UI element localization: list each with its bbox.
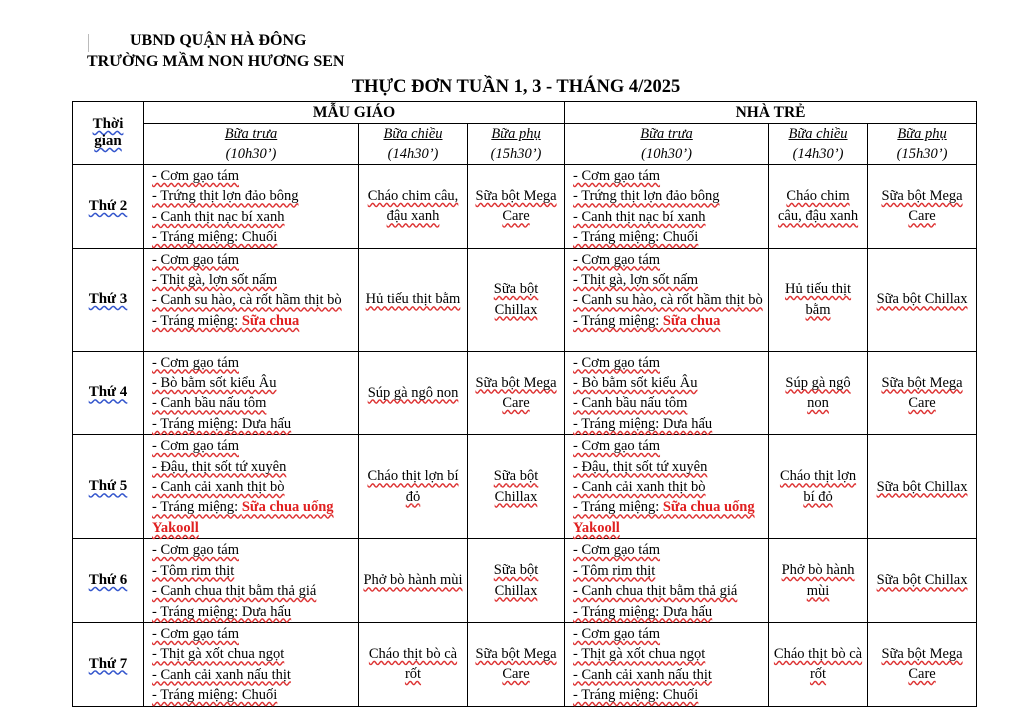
lunch-item: - Tráng miệng: Dưa hấu (573, 603, 713, 620)
lunch-item: - Trứng thịt lợn đảo bông (152, 188, 299, 205)
day-label: Thứ 3 (73, 248, 144, 351)
lunch-cell (144, 248, 359, 351)
meal-header: Bữa trưa (10h30’) (144, 124, 359, 165)
meal-header-row (73, 124, 977, 165)
snack-cell: Sữa bột Mega Care (868, 622, 977, 706)
lunch-item: - Cơm gạo tám (573, 251, 661, 268)
meal-header: Bữa chiều (14h30’) (769, 124, 868, 165)
menu-body (73, 165, 977, 707)
snack-cell: Sữa bột Chillax (868, 248, 977, 351)
afternoon-cell: Cháo chim câu, đậu xanh (359, 165, 468, 249)
lunch-item: - Cơm gạo tám (152, 438, 239, 455)
lunch-item: - Thịt gà, lợn sốt nấm (152, 272, 277, 289)
menu-row (73, 351, 977, 435)
lunch-cell (144, 351, 359, 435)
lunch-item: - Tráng miệng: Chuối (573, 687, 699, 704)
snack-cell: Sữa bột Chillax (468, 435, 565, 539)
day-label: Thứ 4 (73, 351, 144, 435)
lunch-item: - Thịt gà xốt chua ngọt (573, 646, 706, 663)
lunch-item: - Canh cải xanh nấu thịt (152, 666, 291, 683)
meal-header: Bữa chiều (14h30’) (359, 124, 468, 165)
group-header-nha-tre: NHÀ TRẺ (565, 102, 977, 124)
lunch-cell (565, 622, 769, 706)
district-name: UBND QUẬN HÀ ĐÔNG (130, 32, 307, 49)
lunch-cell (565, 539, 769, 623)
lunch-item: - Đậu, thịt sốt tứ xuyên (573, 458, 708, 475)
lunch-cell (144, 622, 359, 706)
afternoon-cell: Súp gà ngô non (769, 351, 868, 435)
afternoon-cell: Cháo thịt bò cà rốt (769, 622, 868, 706)
menu-row (73, 622, 977, 706)
lunch-cell (565, 351, 769, 435)
lunch-item: - Tráng miệng: Chuối (152, 687, 278, 704)
lunch-item: - Tráng miệng: Chuối (152, 229, 278, 246)
afternoon-cell: Cháo thịt lợn bí đỏ (769, 435, 868, 539)
lunch-item: - Canh thịt nạc bí xanh (573, 208, 706, 225)
afternoon-cell: Cháo thịt bò cà rốt (359, 622, 468, 706)
day-label: Thứ 7 (73, 622, 144, 706)
snack-cell: Sữa bột Chillax (868, 435, 977, 539)
lunch-item: - Cơm gạo tám (152, 251, 239, 268)
snack-cell: Sữa bột Mega Care (468, 622, 565, 706)
lunch-cell (144, 435, 359, 539)
afternoon-cell: Hủ tiếu thịt bằm (359, 248, 468, 351)
afternoon-cell: Phở bò hành mùi (359, 539, 468, 623)
snack-cell: Sữa bột Mega Care (868, 165, 977, 249)
lunch-item: - Cơm gạo tám (573, 438, 661, 455)
text-cursor (88, 34, 89, 52)
lunch-cell (144, 539, 359, 623)
snack-cell: Sữa bột Chillax (468, 248, 565, 351)
dessert-highlight: Sữa chua (241, 312, 300, 329)
snack-cell: Sữa bột Chillax (868, 539, 977, 623)
lunch-item: - Cơm gạo tám (152, 168, 239, 184)
lunch-item: - Đậu, thịt sốt tứ xuyên (152, 458, 287, 475)
lunch-item: - Cơm gạo tám (152, 354, 239, 371)
lunch-item: - Cơm gạo tám (573, 168, 661, 184)
menu-table (72, 101, 977, 707)
lunch-item: - Tôm rim thịt (152, 562, 235, 579)
meal-header: Bữa trưa (10h30’) (565, 124, 769, 165)
snack-cell: Sữa bột Chillax (468, 539, 565, 623)
snack-cell: Sữa bột Mega Care (468, 351, 565, 435)
lunch-item: - Canh chua thịt bằm thả giá (152, 583, 317, 600)
lunch-item: - Cơm gạo tám (152, 542, 239, 559)
lunch-item: - Tráng miệng: Dưa hấu (152, 603, 292, 620)
menu-row (73, 248, 977, 351)
lunch-item: - Bò bằm sốt kiểu Âu (152, 375, 277, 392)
lunch-cell (144, 165, 359, 249)
day-label: Thứ 5 (73, 435, 144, 539)
group-header-mau-giao: MẪU GIÁO (144, 102, 565, 124)
lunch-item: - Tráng miệng: Sữa chua (152, 312, 300, 329)
snack-cell: Sữa bột Mega Care (468, 165, 565, 249)
lunch-item: - Thịt gà, lợn sốt nấm (573, 272, 699, 289)
page-title: THỰC ĐƠN TUẦN 1, 3 - THÁNG 4/2025 (351, 77, 681, 97)
snack-cell: Sữa bột Mega Care (868, 351, 977, 435)
afternoon-cell: Súp gà ngô non (359, 351, 468, 435)
lunch-item: - Tráng miệng: Sữa chua uống Yakooll (573, 499, 755, 536)
menu-row (73, 435, 977, 539)
dessert-highlight: Sữa chua uống Yakooll (152, 499, 334, 536)
lunch-item: - Cơm gạo tám (573, 542, 661, 559)
lunch-item: - Tráng miệng: Sữa chua (573, 312, 721, 329)
lunch-item: - Canh su hào, cà rốt hầm thịt bò (573, 292, 763, 309)
menu-row (73, 539, 977, 623)
lunch-item: - Tráng miệng: Dưa hấu (152, 415, 292, 432)
meal-header: Bữa phụ (15h30’) (468, 124, 565, 165)
lunch-item: - Canh thịt nạc bí xanh (152, 208, 285, 225)
day-label: Thứ 2 (73, 165, 144, 249)
lunch-item: - Canh bầu nấu tôm (573, 395, 688, 412)
lunch-item: - Canh bầu nấu tôm (152, 395, 267, 412)
afternoon-cell: Phở bò hành mùi (769, 539, 868, 623)
afternoon-cell: Cháo thịt lợn bí đỏ (359, 435, 468, 539)
lunch-item: - Cơm gạo tám (573, 625, 661, 642)
lunch-item: - Canh cải xanh thịt bò (573, 479, 706, 496)
dessert-highlight: Sữa chua uống Yakooll (573, 499, 755, 536)
lunch-cell (565, 248, 769, 351)
day-label: Thứ 6 (73, 539, 144, 623)
lunch-item: - Canh cải xanh nấu thịt (573, 666, 712, 683)
lunch-cell (565, 435, 769, 539)
lunch-item: - Cơm gạo tám (573, 354, 661, 371)
lunch-item: - Canh su hào, cà rốt hầm thịt bò (152, 292, 342, 309)
lunch-item: - Canh chua thịt bằm thả giá (573, 583, 738, 600)
afternoon-cell: Cháo chim câu, đậu xanh (769, 165, 868, 249)
lunch-item: - Tráng miệng: Sữa chua uống Yakooll (152, 499, 334, 536)
meal-header: Bữa phụ (15h30’) (868, 124, 977, 165)
menu-row (73, 165, 977, 249)
school-name: TRƯỜNG MẦM NON HƯƠNG SEN (87, 53, 345, 70)
lunch-item: - Tráng miệng: Dưa hấu (573, 415, 713, 432)
lunch-item: - Tráng miệng: Chuối (573, 229, 699, 246)
lunch-item: - Tôm rim thịt (573, 562, 656, 579)
lunch-item: - Trứng thịt lợn đảo bông (573, 188, 720, 205)
time-column-header: Thời gian (73, 102, 144, 165)
lunch-item: - Cơm gạo tám (152, 625, 239, 642)
afternoon-cell: Hủ tiếu thịt bằm (769, 248, 868, 351)
lunch-item: - Canh cải xanh thịt bò (152, 479, 285, 496)
lunch-item: - Bò bằm sốt kiểu Âu (573, 375, 698, 392)
lunch-cell (565, 165, 769, 249)
lunch-item: - Thịt gà xốt chua ngọt (152, 646, 285, 663)
dessert-highlight: Sữa chua (662, 312, 721, 329)
